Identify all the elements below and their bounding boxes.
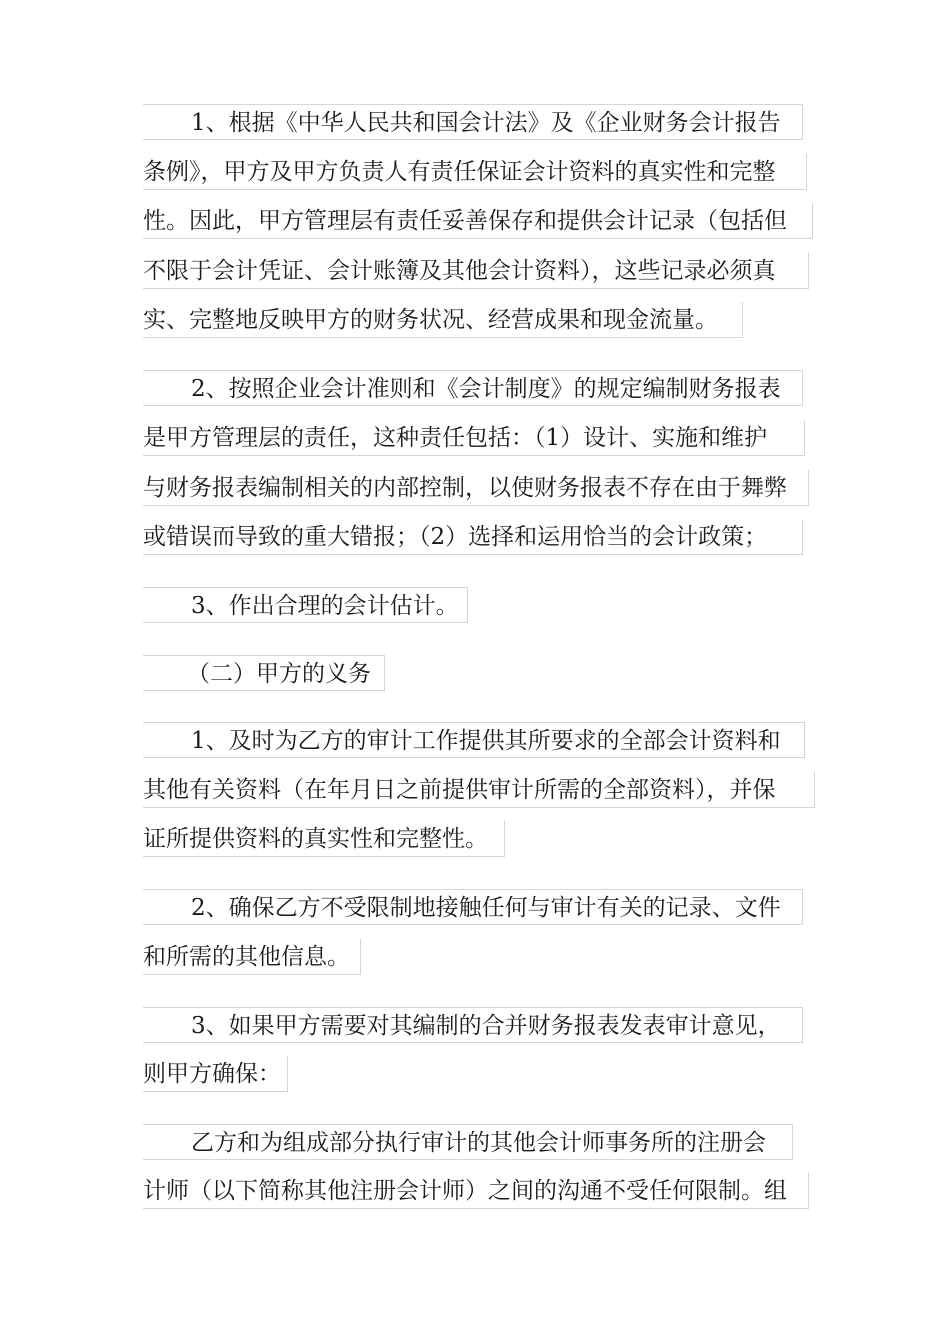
- text-line: 计师（以下简称其他注册会计师）之间的沟通不受任何限制。组: [143, 1173, 809, 1209]
- text-line: 则甲方确保：: [143, 1056, 288, 1092]
- text-line: 条例》，甲方及甲方负责人有责任保证会计资料的真实性和完整: [143, 154, 807, 190]
- text-line: 2、确保乙方不受限制地接触任何与审计有关的记录、文件: [143, 889, 803, 925]
- text-line: 其他有关资料（在年月日之前提供审计所需的全部资料），并保: [143, 772, 815, 808]
- text-line: 是甲方管理层的责任，这种责任包括：（1）设计、实施和维护: [143, 420, 805, 456]
- text-line: 证所提供资料的真实性和完整性。: [143, 821, 505, 857]
- text-line: 与财务报表编制相关的内部控制，以使财务报表不存在由于舞弊: [143, 470, 809, 506]
- text-line: 3、如果甲方需要对其编制的合并财务报表发表审计意见，: [143, 1007, 803, 1043]
- text-line: 1、及时为乙方的审计工作提供其所要求的全部会计资料和: [143, 722, 805, 758]
- text-line: 性。因此，甲方管理层有责任妥善保存和提供会计记录（包括但: [143, 203, 813, 239]
- section-heading: （二）甲方的义务: [143, 655, 385, 691]
- text-line: 3、作出合理的会计估计。: [143, 587, 468, 623]
- text-line: 实、完整地反映甲方的财务状况、经营成果和现金流量。: [143, 302, 743, 338]
- text-line: 乙方和为组成部分执行审计的其他会计师事务所的注册会: [143, 1124, 793, 1160]
- text-line: 和所需的其他信息。: [143, 939, 361, 975]
- text-line: 或错误而导致的重大错报；（2）选择和运用恰当的会计政策；: [143, 519, 803, 555]
- text-line: 不限于会计凭证、会计账簿及其他会计资料），这些记录必须真: [143, 253, 809, 289]
- text-line: 2、按照企业会计准则和《会计制度》的规定编制财务报表: [143, 370, 803, 406]
- text-line: 1、根据《中华人民共和国会计法》及《企业财务会计报告: [143, 104, 803, 140]
